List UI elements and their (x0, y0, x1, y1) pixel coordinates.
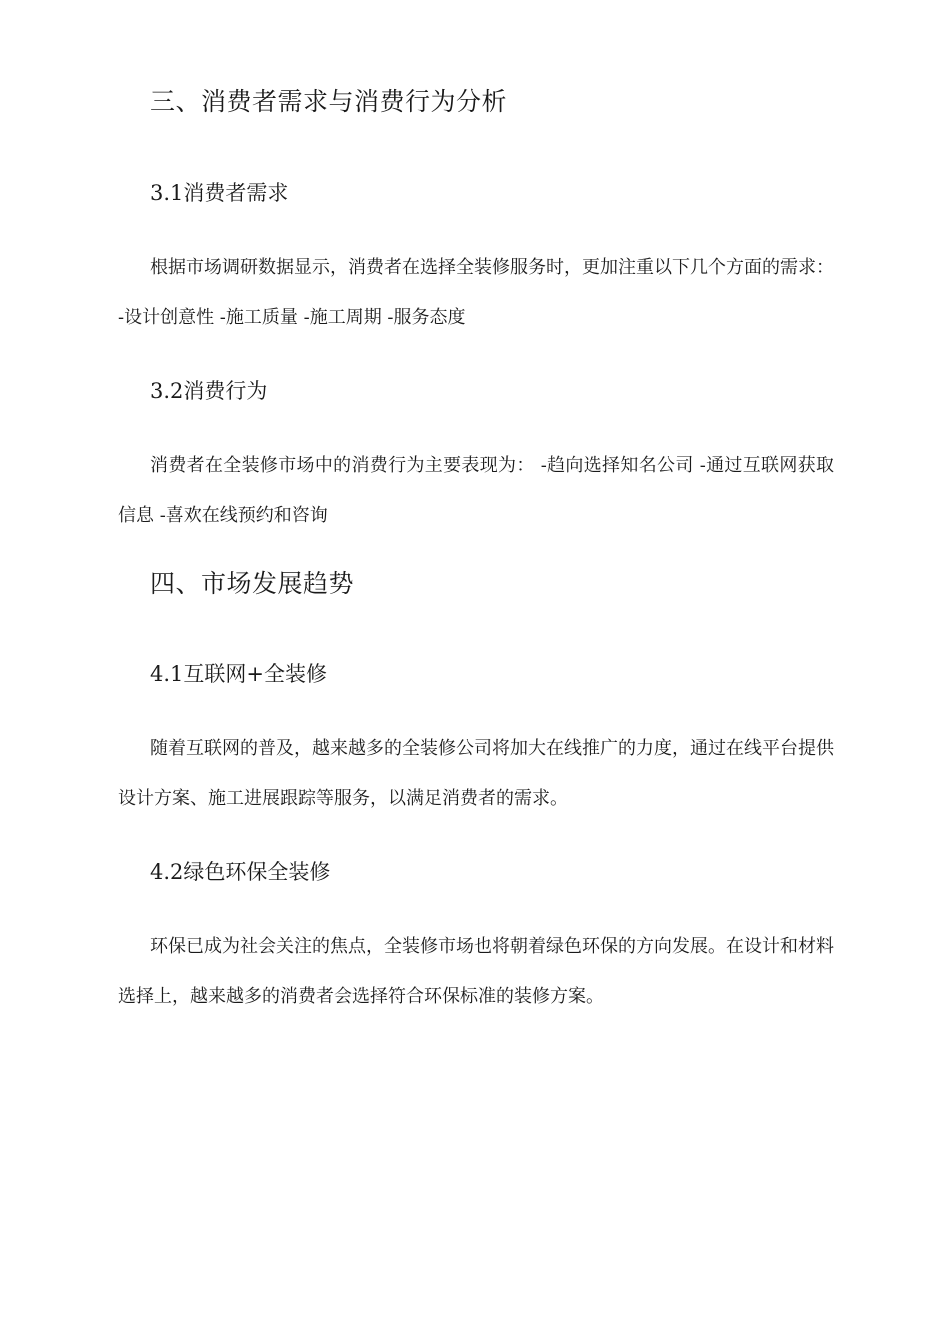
paragraph-green-renovation: 环保已成为社会关注的焦点，全装修市场也将朝着绿色环保的方向发展。在设计和材料选择上，越来越多的消费者会选择符合环保标准的装修方案。 (118, 936, 834, 1007)
section-heading-3: 三、消费者需求与消费行为分析 (150, 87, 508, 116)
subsection-heading-3-2: 3.2消费行为 (150, 379, 268, 403)
subsection-heading-4-2: 4.2绿色环保全装修 (150, 860, 331, 884)
paragraph-consumer-behavior: 消费者在全装修市场中的消费行为主要表现为： -趋向选择知名公司 -通过互联网获取信息 -喜欢在线预约和咨询 (118, 455, 834, 526)
subsection-heading-3-1: 3.1消费者需求 (150, 181, 289, 205)
paragraph-internet-plus: 随着互联网的普及，越来越多的全装修公司将加大在线推广的力度，通过在线平台提供设计方案、施工进展跟踪等服务，以满足消费者的需求。 (118, 738, 834, 809)
paragraph-consumer-needs: 根据市场调研数据显示，消费者在选择全装修服务时，更加注重以下几个方面的需求： -设计创意性 -施工质量 -施工周期 -服务态度 (118, 257, 834, 328)
section-heading-4: 四、市场发展趋势 (150, 569, 355, 598)
subsection-heading-4-1: 4.1互联网+全装修 (150, 662, 327, 686)
